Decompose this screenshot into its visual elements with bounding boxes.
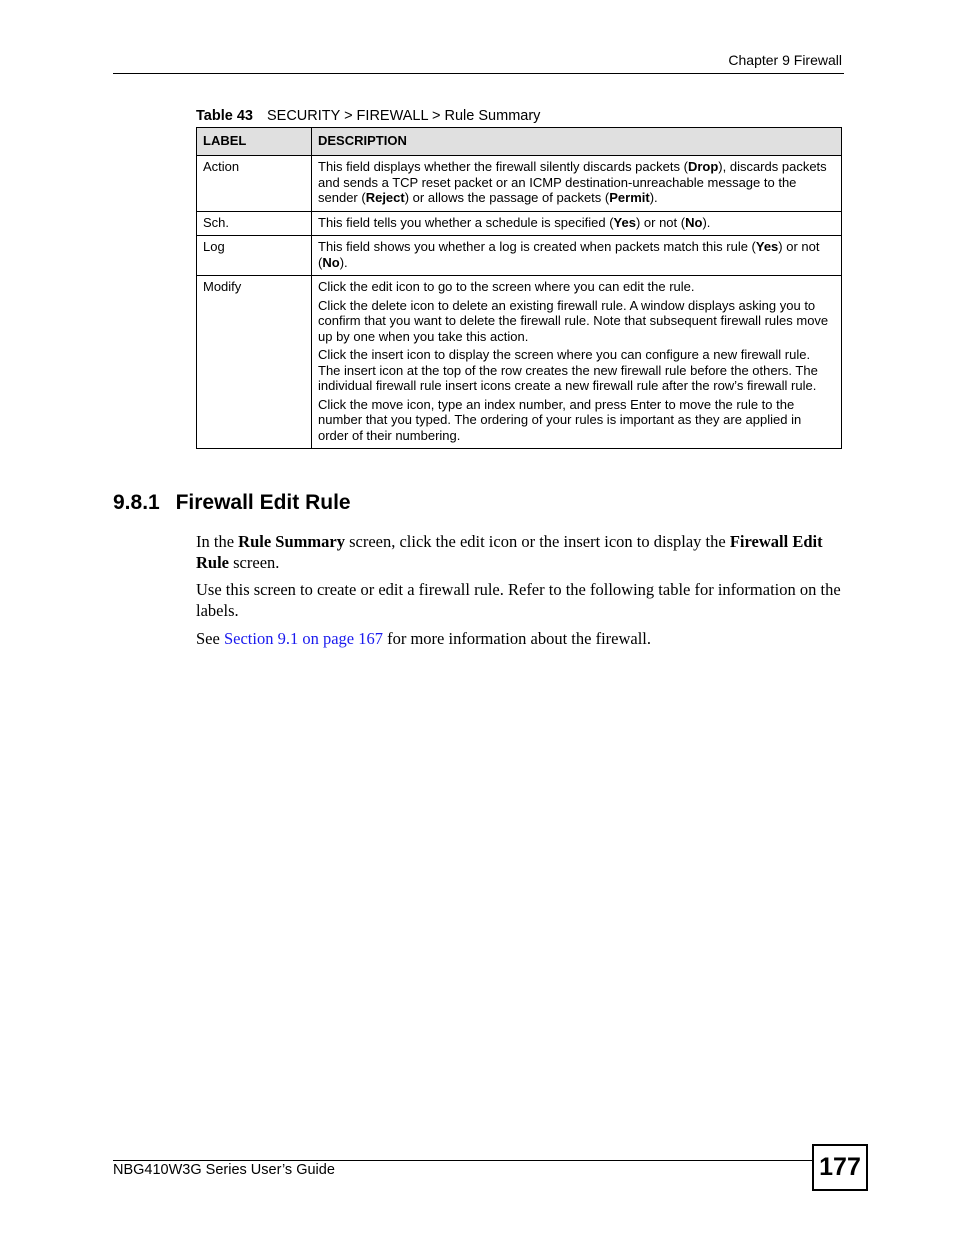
- section-number: 9.8.1: [113, 491, 160, 514]
- description-paragraph: Click the insert icon to display the screen where you can configure a new firewall rule. The insert icon at the top of the row creates the new firewall rule before the others. The individual firewall rule insert icons create a new firewall rule after the row’s firewall rule.: [318, 347, 818, 393]
- row-description: [312, 236, 842, 276]
- bold-option: No: [685, 214, 703, 230]
- para1-text-mid: screen, click the edit icon or the insert icon to display the: [344, 532, 730, 551]
- row-label: Action: [197, 156, 312, 212]
- row-label: Sch.: [197, 211, 312, 236]
- para1-bold-rule-summary: Rule Summary: [238, 532, 345, 551]
- bold-option: Permit: [609, 190, 650, 205]
- para1-bold-firewall-edit-rule: Firewall Edit Rule: [196, 532, 823, 572]
- table-row: [197, 276, 842, 449]
- table-row: [197, 236, 842, 276]
- section-heading: [113, 491, 351, 515]
- footer-guide-title: NBG410W3G Series User’s Guide: [113, 1162, 335, 1178]
- table-row: [197, 156, 842, 212]
- page-number: 177: [812, 1144, 868, 1191]
- intro-paragraph: [196, 531, 842, 573]
- table-caption-number: Table 43: [196, 108, 253, 124]
- column-header-label: LABEL: [197, 128, 312, 156]
- section-9-1-link[interactable]: Section 9.1 on page 167: [223, 629, 383, 648]
- header-divider: [113, 73, 844, 74]
- table-caption: [196, 108, 540, 124]
- table-header-row: [197, 128, 842, 156]
- table-body: [197, 156, 842, 449]
- description-paragraph: This field tells you whether a schedule is specified (Yes) or not (No).: [318, 214, 711, 230]
- column-header-description: DESCRIPTION: [312, 128, 842, 156]
- para3-text-end: for more information about the firewall.: [382, 629, 652, 648]
- table-row: [197, 211, 842, 236]
- bold-option: Yes: [613, 214, 636, 230]
- description-paragraph: Click the move icon, type an index number, and press Enter to move the rule to the number that you typed. The ordering of your rules is important as they are applied in order of their numbering.: [318, 396, 802, 443]
- see-also-paragraph: [196, 628, 842, 649]
- bold-option: Reject: [365, 190, 405, 205]
- bold-option: Yes: [755, 239, 779, 254]
- row-label: Modify: [197, 276, 312, 449]
- rule-summary-table: [196, 127, 842, 449]
- usage-paragraph: Use this screen to create or edit a firewall rule. Refer to the following table for information on the labels.: [196, 580, 841, 620]
- row-description: [312, 276, 842, 449]
- para1-text-end: screen.: [229, 553, 280, 572]
- footer-divider: [113, 1160, 813, 1161]
- bold-option: Drop: [687, 159, 719, 174]
- description-paragraph: Click the edit icon to go to the screen where you can edit the rule.: [318, 279, 695, 294]
- section-title: Firewall Edit Rule: [175, 491, 351, 514]
- para1-text: In the: [196, 532, 239, 551]
- para3-text: See: [196, 629, 224, 648]
- running-header-chapter: Chapter 9 Firewall: [728, 52, 842, 68]
- description-paragraph: This field shows you whether a log is created when packets match this rule (Yes) or not (No).: [318, 239, 820, 270]
- description-paragraph: This field displays whether the firewall silently discards packets (Drop), discards packets and sends a TCP reset packet or an ICMP destination-unreachable message to the sender (Reject) or allows the passage of packets (Permit).: [318, 159, 827, 205]
- row-label: Log: [197, 236, 312, 276]
- bold-option: No: [322, 254, 340, 270]
- row-description: [312, 211, 842, 236]
- row-description: [312, 156, 842, 212]
- description-paragraph: Click the delete icon to delete an existing firewall rule. A window displays asking you to confirm that you want to delete the firewall rule. Note that subsequent firewall rules move up by one when you take this action.: [318, 297, 829, 344]
- table-caption-title: SECURITY > FIREWALL > Rule Summary: [266, 108, 541, 124]
